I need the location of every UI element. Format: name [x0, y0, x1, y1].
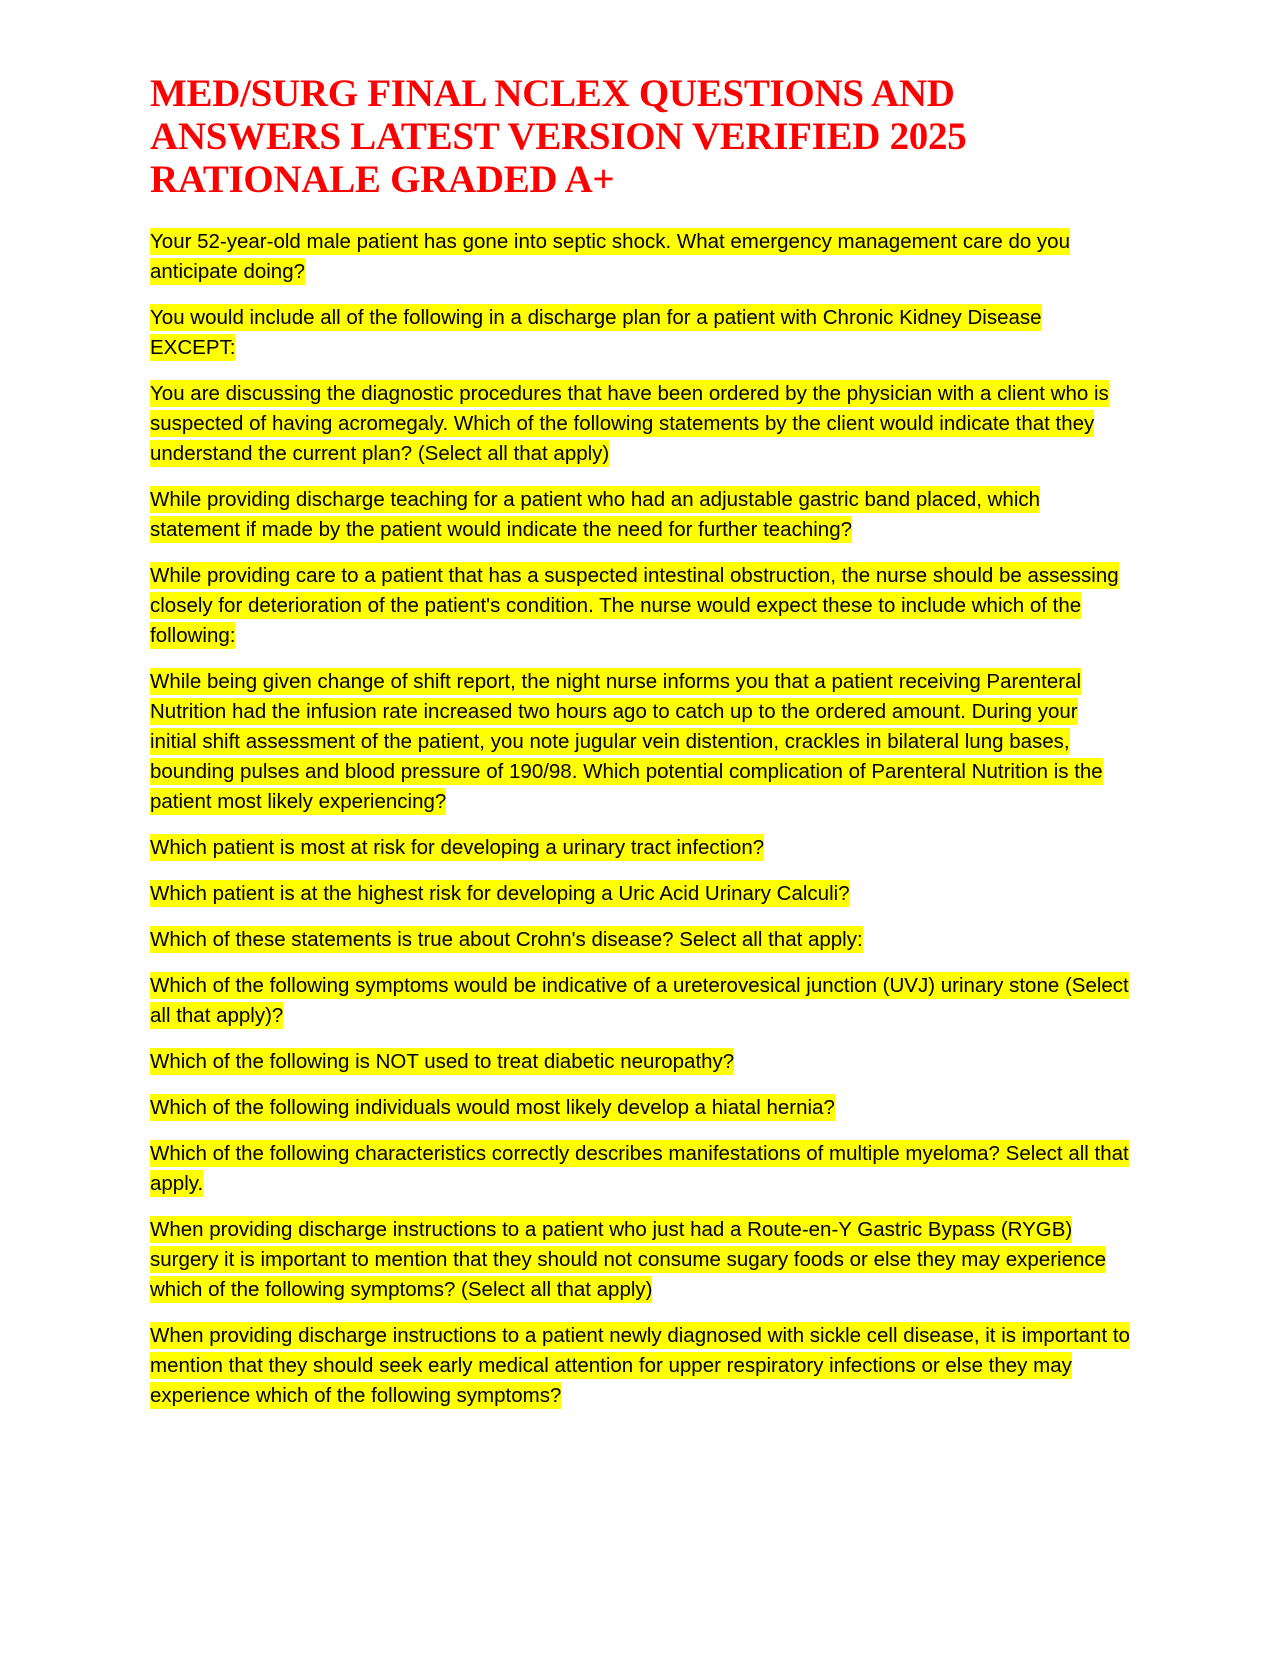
question-item — [150, 379, 1130, 469]
question-item — [150, 1215, 1130, 1305]
question-item — [150, 485, 1130, 545]
question-item — [150, 879, 1130, 909]
question-text: Which of these statements is true about Crohn's disease? Select all that apply: — [150, 928, 863, 951]
title-line: ANSWERS LATEST VERSION VERIFIED 2025 — [150, 115, 967, 158]
title-line: RATIONALE GRADED A+ — [150, 158, 615, 201]
question-item — [150, 925, 1130, 955]
question-item — [150, 1139, 1130, 1199]
question-text: Which patient is at the highest risk for developing a Uric Acid Urinary Calculi? — [150, 882, 850, 905]
question-item — [150, 1047, 1130, 1077]
question-text: Which patient is most at risk for developing a urinary tract infection? — [150, 836, 765, 859]
question-text: While providing discharge teaching for a patient who had an adjustable gastric band placed, which statement if made by the patient would indicate the need for further teaching? — [150, 488, 1041, 541]
question-text: Which of the following characteristics correctly describes manifestations of multiple myeloma? Select all that apply. — [150, 1142, 1129, 1195]
question-text: Which of the following is NOT used to treat diabetic neuropathy? — [150, 1050, 735, 1073]
question-list — [150, 227, 1130, 1411]
question-text: You are discussing the diagnostic procedures that have been ordered by the physician with a client who is suspected of having acromegaly. Which of the following statements by the client would indicate that they understand the current plan? (Select all that apply) — [150, 382, 1109, 465]
question-text: When providing discharge instructions to a patient newly diagnosed with sickle cell disease, it is important to mention that they should seek early medical attention for upper respiratory infections or else they may experience which of the following symptoms? — [150, 1324, 1130, 1407]
document-title — [150, 72, 1130, 201]
question-item — [150, 1321, 1130, 1411]
document-page — [150, 72, 1130, 1427]
question-item — [150, 561, 1130, 651]
question-item — [150, 971, 1130, 1031]
question-item — [150, 227, 1130, 287]
question-item — [150, 667, 1130, 817]
question-text: When providing discharge instructions to a patient who just had a Route-en-Y Gastric Bypass (RYGB) surgery it is important to mention that they should not consume sugary foods or else they may experience which of the following symptoms? (Select all that apply) — [150, 1218, 1107, 1301]
question-text: Your 52-year-old male patient has gone into septic shock. What emergency management care do you anticipate doing? — [150, 230, 1070, 283]
question-item — [150, 303, 1130, 363]
question-item — [150, 833, 1130, 863]
question-text: While providing care to a patient that has a suspected intestinal obstruction, the nurse should be assessing closely for deterioration of the patient's condition. The nurse would expect these to include which of the following: — [150, 564, 1119, 647]
question-item — [150, 1093, 1130, 1123]
title-line: MED/SURG FINAL NCLEX QUESTIONS AND — [150, 72, 955, 115]
question-text: While being given change of shift report, the night nurse informs you that a patient receiving Parenteral Nutrition had the infusion rate increased two hours ago to catch up to the ordered amount. During your initial shift assessment of the patient, you note jugular vein distention, crackles in bilateral lung bases, bounding pulses and blood pressure of 190/98. Which potential complication of Parenteral Nutrition is the patient most likely experiencing? — [150, 670, 1103, 813]
question-text: Which of the following individuals would most likely develop a hiatal hernia? — [150, 1096, 835, 1119]
question-text: Which of the following symptoms would be indicative of a ureterovesical junction (UVJ) urinary stone (Select all that apply)? — [150, 974, 1129, 1027]
question-text: You would include all of the following in a discharge plan for a patient with Chronic Kidney Disease EXCEPT: — [150, 306, 1042, 359]
